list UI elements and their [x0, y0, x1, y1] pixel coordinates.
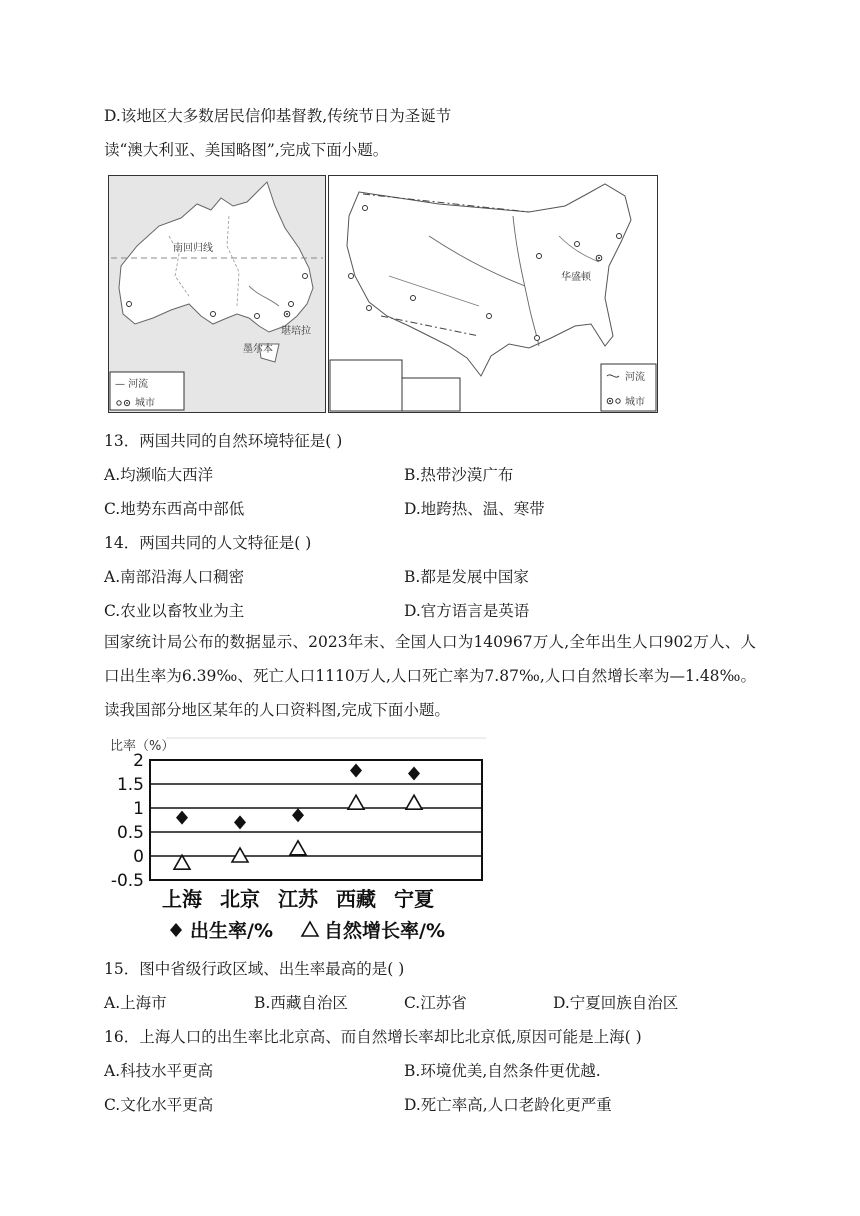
chart-frame: [150, 760, 482, 880]
legend-city-label-us: 城市: [625, 397, 645, 408]
legend-growth-rate-label: 自然增长率/%: [324, 920, 445, 942]
legend-river-label: — 河流: [115, 379, 149, 390]
growth-rate-point: [290, 841, 306, 855]
birth-rate-point: [234, 815, 246, 829]
usa-map: [328, 175, 658, 413]
legend-city-label: 城市: [135, 398, 155, 409]
legend-diamond-icon: [170, 923, 182, 937]
question-13-option-a[interactable]: A.均濒临大西洋: [104, 466, 214, 484]
question-15-option-c[interactable]: C.江苏省: [404, 994, 467, 1012]
question-14-stem: 14．两国共同的人文特征是( ): [104, 534, 312, 552]
chart-xtick-label: 上海: [162, 887, 202, 911]
chart-ytick-label: 1: [133, 799, 144, 819]
question-16-option-c[interactable]: C.文化水平更高: [104, 1096, 214, 1114]
question-15-option-d[interactable]: D.宁夏回族自治区: [553, 994, 679, 1012]
tropic-label: 南回归线: [173, 243, 213, 254]
chart-ytick-label: 0.5: [116, 823, 144, 843]
chart-ytick-label: 0: [133, 847, 144, 867]
chart-xtick-label: 西藏: [336, 887, 376, 911]
chart-ylabel: 比率（%）: [110, 739, 175, 754]
question-12-option-d: D.该地区大多数居民信仰基督教,传统节日为圣诞节: [104, 107, 452, 125]
question-15-stem: 15．图中省级行政区域、出生率最高的是( ): [104, 960, 405, 978]
question-16-option-d[interactable]: D.死亡率高,人口老龄化更严重: [404, 1096, 612, 1114]
growth-rate-point: [232, 848, 248, 862]
question-14-option-c[interactable]: C.农业以畜牧业为主: [104, 602, 245, 620]
australia-map-graphic: [109, 176, 325, 412]
population-intro-paragraph: 国家统计局公布的数据显示、2023年末、全国人口为140967万人,全年出生人口902万人、人口出生率为6.39‰、死亡人口1110万人,人口死亡率为7.87‰,人口自然增长率为—1.48‰。读我国部分地区某年的人口资料图,完成下面小题。: [104, 633, 756, 719]
chart-ytick-label: 2: [133, 751, 144, 771]
question-15-option-a[interactable]: A.上海市: [104, 994, 167, 1012]
chart-xtick-label: 宁夏: [394, 887, 434, 911]
question-13-option-c[interactable]: C.地势东西高中部低: [104, 500, 245, 518]
canberra-label: 堪培拉: [281, 326, 311, 337]
chart-xtick-label: 江苏: [278, 887, 318, 911]
melbourne-label: 墨尔本: [243, 344, 273, 355]
chart-ytick-label: 1.5: [116, 775, 144, 795]
question-14-option-b[interactable]: B.都是发展中国家: [404, 568, 529, 586]
birth-rate-point: [350, 764, 362, 778]
growth-rate-point: [174, 855, 190, 869]
question-16-option-a[interactable]: A.科技水平更高: [104, 1062, 214, 1080]
question-13-option-b[interactable]: B.热带沙漠广布: [404, 466, 514, 484]
question-15-option-b[interactable]: B.西藏自治区: [254, 994, 348, 1012]
washington-label: 华盛顿: [561, 272, 591, 283]
usa-map-graphic: [329, 176, 657, 412]
birth-rate-point: [176, 811, 188, 825]
growth-rate-point: [406, 795, 422, 809]
question-14-option-d[interactable]: D.官方语言是英语: [404, 602, 530, 620]
question-16-stem: 16．上海人口的出生率比北京高、而自然增长率却比北京低,原因可能是上海( ): [104, 1028, 642, 1046]
australia-map: [108, 175, 326, 413]
question-14-option-a[interactable]: A.南部沿海人口稠密: [104, 568, 245, 586]
birth-rate-point: [408, 766, 420, 780]
legend-river-label-us: 河流: [625, 372, 645, 383]
legend-triangle-icon: [302, 922, 318, 936]
map-intro-text: 读“澳大利亚、美国略图”,完成下面小题。: [104, 141, 389, 159]
legend-birth-rate-label: 出生率/%: [190, 920, 273, 942]
chart-xtick-label: 北京: [220, 887, 260, 911]
question-13-option-d[interactable]: D.地跨热、温、寒带: [404, 500, 545, 518]
question-13-stem: 13．两国共同的自然环境特征是( ): [104, 432, 343, 450]
question-16-option-b[interactable]: B.环境优美,自然条件更优越.: [404, 1062, 601, 1080]
chart-ytick-label: -0.5: [110, 871, 144, 891]
population-chart: [106, 734, 486, 944]
birth-rate-point: [292, 808, 304, 822]
growth-rate-point: [348, 795, 364, 809]
population-chart-svg: [106, 734, 486, 944]
